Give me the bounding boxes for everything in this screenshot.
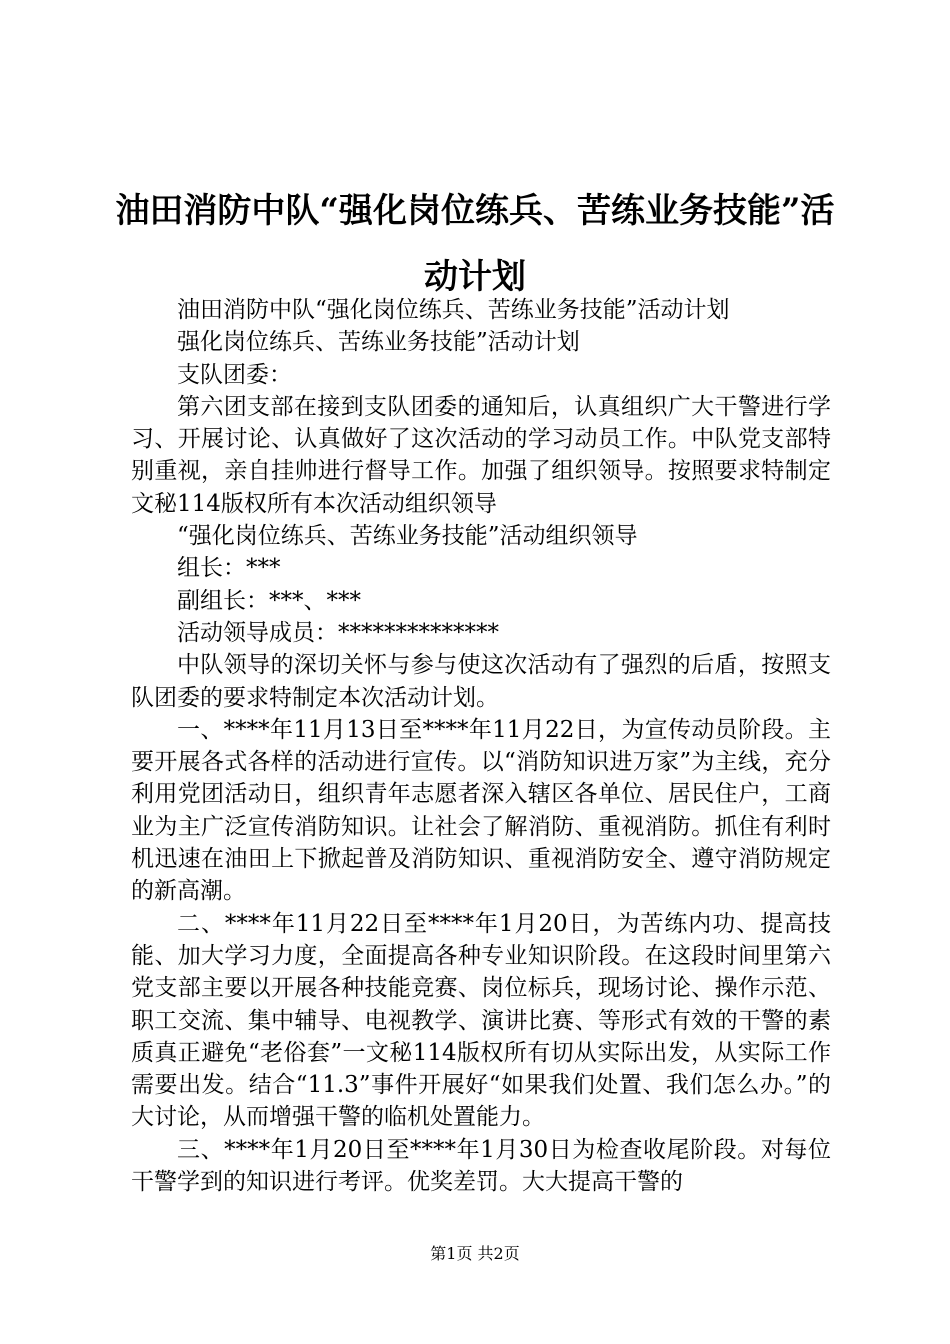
paragraph: 支队团委：	[177, 361, 292, 388]
paragraph: 强化岗位练兵、苦练业务技能”活动计划	[177, 329, 580, 356]
paragraph: 中队领导的深切关怀与参与使这次活动有了强烈的后盾，按照支队团委的要求特制定本次活动计划。	[131, 652, 831, 711]
paragraph: 第六团支部在接到支队团委的通知后，认真组织广大干警进行学习、开展讨论、认真做好了这次活动的学习动员工作。中队党支部特别重视，亲自挂帅进行督导工作。加强了组织领导。按照要求特制定文秘114版权所有本次活动组织领导	[131, 393, 831, 517]
document-title: 油田消防中队“强化岗位练兵、苦练业务技能”活动计划	[115, 191, 835, 297]
paragraph: 三、****年1月20日至****年1月30日为检查收尾阶段。对每位干警学到的知识进行考评。优奖差罚。大大提高干警的	[131, 1136, 831, 1196]
paragraph: 二、****年11月22日至****年1月20日，为苦练内功、提高技能、加大学习力度，全面提高各种专业知识阶段。在这段时间里第六党支部主要以开展各种技能竞赛、岗位标兵，现场讨论、操作示范、职工交流、集中辅导、电视教学、演讲比赛、等形式有效的干警的素质真正避免“老俗套”一文秘114版权所有切从实际出发，从实际工作需要出发。结合“11.3”事件开展好“如果我们处置、我们怎么办。”的大讨论，从而增强干警的临机处置能力。	[131, 910, 831, 1131]
paragraph: 活动领导成员：**************	[177, 619, 499, 646]
paragraph: “强化岗位练兵、苦练业务技能”活动组织领导	[177, 523, 638, 550]
page-number-footer: 第1页 共2页	[430, 1244, 520, 1263]
paragraph: 组长：***	[177, 555, 281, 582]
paragraph: 副组长：***、***	[177, 587, 361, 614]
paragraph: 一、****年11月13日至****年11月22日，为宣传动员阶段。主要开展各式各样的活动进行宣传。以“消防知识进万家”为主线，充分利用党团活动日，组织青年志愿者深入辖区各单位、居民住户，工商业为主广泛宣传消防知识。让社会了解消防、重视消防。抓住有利时机迅速在油田上下掀起普及消防知识、重视消防安全、遵守消防规定的新高潮。	[131, 716, 831, 905]
document-body	[131, 294, 831, 1198]
paragraph: 油田消防中队“强化岗位练兵、苦练业务技能”活动计划	[177, 297, 730, 323]
